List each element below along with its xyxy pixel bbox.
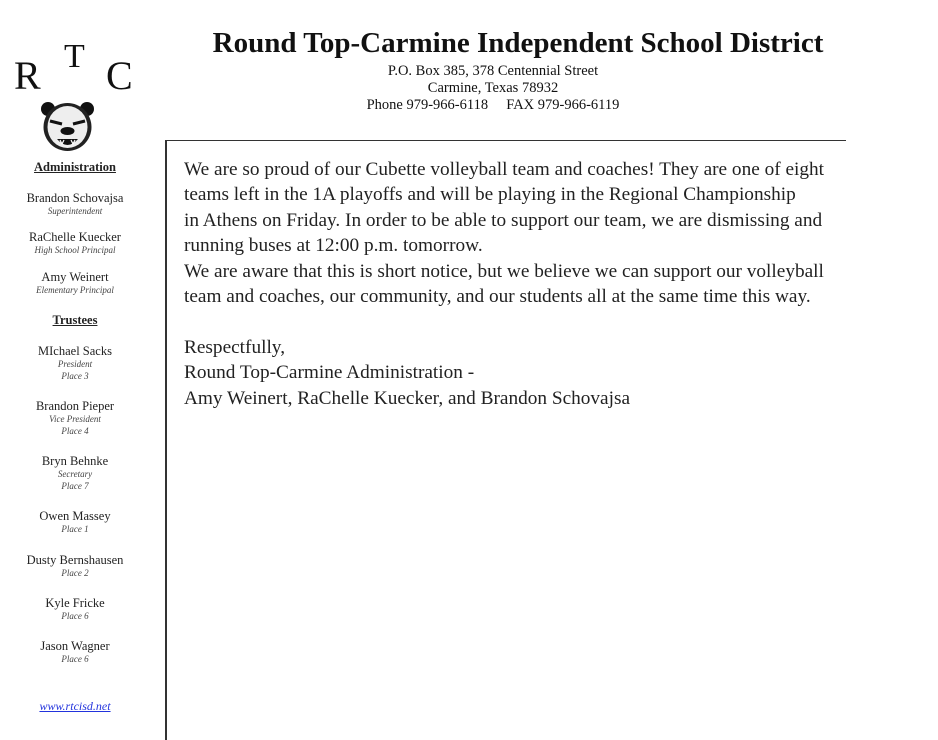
admin-name: Amy Weinert xyxy=(41,270,109,284)
trustee-role: Vice President xyxy=(49,414,101,424)
trustee-place: Place 6 xyxy=(61,611,89,621)
trustee-entry xyxy=(0,509,150,535)
trustee-role: President xyxy=(57,359,93,369)
bear-mascot-icon xyxy=(40,99,95,154)
trustee-entry xyxy=(0,639,150,665)
admin-entry xyxy=(0,230,150,256)
letter-line: team and coaches, our community, and our students all at the same time this way. xyxy=(184,286,811,308)
trustee-name: Brandon Pieper xyxy=(35,399,115,413)
trustee-name: Owen Massey xyxy=(39,509,111,523)
header-divider xyxy=(165,140,846,141)
letter-signature: Round Top-Carmine Administration - xyxy=(184,362,475,384)
trustee-name: MIchael Sacks xyxy=(38,344,112,358)
letter-line: in Athens on Friday. In order to be able to support our team, we are dismissing and xyxy=(184,209,823,231)
sidebar-divider xyxy=(165,140,167,740)
admin-entry xyxy=(0,270,150,296)
trustee-place: Place 6 xyxy=(61,654,89,664)
letter-line: teams left in the 1A playoffs and will be playing in the Regional Championship xyxy=(184,184,796,206)
letter-body xyxy=(184,157,904,411)
administration-heading: Administration xyxy=(34,160,116,174)
trustee-place: Place 3 xyxy=(61,371,89,381)
trustee-place: Place 4 xyxy=(61,426,89,436)
trustee-place: Place 7 xyxy=(61,481,89,491)
district-title: Round Top-Carmine Independent School District xyxy=(212,27,824,59)
letter-signature-names: Amy Weinert, RaChelle Kuecker, and Brandon Schovajsa xyxy=(184,387,631,409)
trustee-name: Bryn Behnke xyxy=(41,454,109,468)
rtc-logo xyxy=(14,38,139,98)
admin-role: Superintendent xyxy=(47,206,103,216)
trustee-name: Kyle Fricke xyxy=(45,596,105,610)
logo-letter-t: T xyxy=(64,38,85,75)
admin-entry xyxy=(0,191,150,217)
trustees-heading: Trustees xyxy=(52,313,98,327)
website-link[interactable]: www.rtcisd.net xyxy=(39,699,111,713)
trustee-entry xyxy=(0,344,150,382)
trustee-place: Place 2 xyxy=(61,568,89,578)
phone-fax: Phone 979-966-6118 FAX 979-966-6119 xyxy=(366,97,620,113)
letter-line: running buses at 12:00 p.m. tomorrow. xyxy=(184,235,483,257)
admin-name: Brandon Schovajsa xyxy=(26,191,124,205)
trustee-name: Dusty Bernshausen xyxy=(26,553,124,567)
letter-line: We are aware that this is short notice, but we believe we can support our volleyball xyxy=(184,260,824,282)
address-line-2: Carmine, Texas 78932 xyxy=(427,80,559,96)
trustee-entry xyxy=(0,553,150,579)
trustee-role: Secretary xyxy=(57,469,93,479)
letter-line: We are so proud of our Cubette volleyball team and coaches! They are one of eight xyxy=(184,159,825,180)
trustee-entry xyxy=(0,596,150,622)
trustee-entry xyxy=(0,454,150,492)
logo-letter-r: R xyxy=(14,53,41,98)
trustee-name: Jason Wagner xyxy=(40,639,110,653)
letter-closing: Respectfully, xyxy=(184,336,286,358)
admin-role: Elementary Principal xyxy=(36,285,114,295)
logo-letter-c: C xyxy=(106,53,133,98)
trustee-entry xyxy=(0,399,150,437)
address-line-1: P.O. Box 385, 378 Centennial Street xyxy=(387,63,599,79)
admin-role: High School Principal xyxy=(34,245,116,255)
admin-name: RaChelle Kuecker xyxy=(29,230,121,244)
trustee-place: Place 1 xyxy=(61,524,89,534)
